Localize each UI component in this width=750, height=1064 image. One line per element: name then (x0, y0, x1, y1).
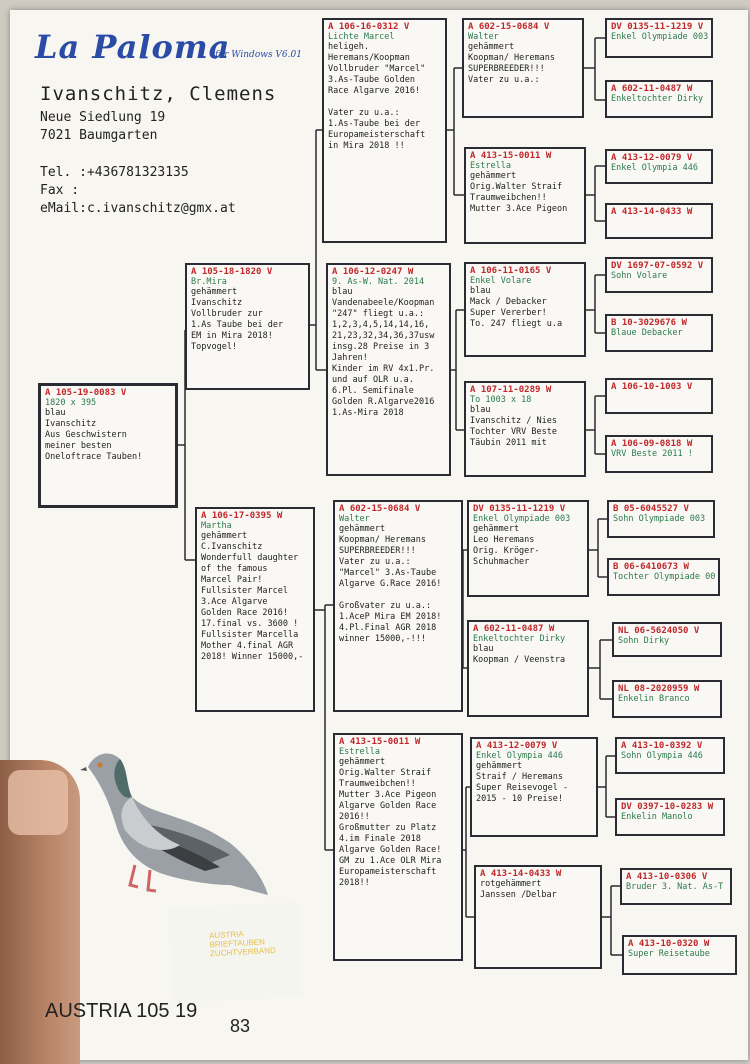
pigeon-title: Tochter Olympiade 00 (613, 572, 716, 582)
ring-card-text: AUSTRIA BRIEFTAUBEN ZUCHTVERBAND (208, 929, 276, 959)
pigeon-gen4-6 (605, 314, 713, 352)
owner-tel: Tel. :+436781323135 (40, 165, 189, 180)
pigeon-title: Sohn Olympia 446 (621, 751, 703, 761)
pigeon-description: gehämmert Orig.Walter Straif Traumweibchen!! Mutter 3.Ace Pigeon Algarve Golden Race 2016!! Großmutter zu Platz 4.im Finale 2018 Algarve Golden Race! GM zu 1.Ace OLR Mira Europameisterschaft 2018!! (339, 757, 442, 888)
pigeon-title: Enkel Olympiade 003 (473, 514, 571, 524)
pigeon-title: Lichte Marcel (328, 32, 395, 42)
ring-number: A 107-11-0289 W (470, 385, 552, 395)
owner-street: Neue Siedlung 19 (40, 110, 166, 125)
pigeon-title: Enkelin Manolo (621, 812, 693, 822)
pigeon-sire-sire (322, 18, 447, 243)
owner-city: 7021 Baumgarten (40, 128, 158, 143)
pigeon-description: gehämmert Koopman/ Heremans SUPERBREEDER!!! Vater zu u.a.: (468, 42, 555, 85)
ring-number: A 413-12-0079 V (476, 741, 558, 751)
pigeon-gen4-16 (622, 935, 737, 975)
ring-number: A 105-19-0083 V (45, 388, 127, 398)
pigeon-title: 9. As-W. Nat. 2014 (332, 277, 425, 287)
pigeon-description: blau Ivanschitz / Nies Tochter VRV Beste Täubin 2011 mit (470, 405, 557, 448)
logo-version: für Windows V6.01 (215, 50, 302, 60)
ring-number: A 413-10-0306 V (626, 872, 708, 882)
pigeon-title: 1820 x 395 (45, 398, 97, 408)
ring-number: A 413-14-0433 W (611, 207, 693, 217)
pigeon-dam-sire (333, 500, 463, 712)
ring-card (168, 902, 303, 1004)
pigeon-gen4-15 (620, 868, 732, 905)
pigeon-title: Estrella (470, 161, 511, 171)
pigeon-sire (185, 263, 310, 390)
pigeon-title: Enkel Olympia 446 (611, 163, 698, 173)
pigeon-description: gehämmert Ivanschitz Vollbruder zur 1.As Taube bei der EM in Mira 2018! Topvogel! (191, 287, 284, 352)
pigeon-title: Sohn Dirky (618, 636, 670, 646)
ring-number: A 602-11-0487 W (611, 84, 693, 94)
pigeon-dd-dam (474, 865, 602, 969)
pigeon-description: blau Vandenabeele/Koopman "247" fliegt u.a.: 1,2,3,4,5,14,14,16, 21,23,32,34,36,37usw insg.28 Preise in 3 Jahren! Kinder im RV 4x1.Pr. und auf OLR u.a. 6.Pl. Semifinale Golden R.Algarve2016 1.As-Mira 2018 (332, 287, 435, 418)
ring-number: A 413-10-0392 V (621, 741, 703, 751)
ring-number: A 106-12-0247 W (332, 267, 414, 277)
pigeon-main (38, 383, 178, 508)
ring-number: A 106-09-0818 W (611, 439, 693, 449)
pigeon-description: blau Koopman / Veenstra (473, 644, 566, 665)
pigeon-title: Bruder 3. Nat. As-T (626, 882, 724, 892)
pigeon-gen4-12 (612, 680, 722, 718)
pigeon-title: Sohn Volare (611, 271, 668, 281)
ring-number: A 106-16-0312 V (328, 22, 410, 32)
pigeon-description: heligeh. Heremans/Koopman Vollbruder "Marcel" 3.As-Taube Golden Race Algarve 2016! Vater zu u.a.: 1.As-Taube bei der Europameisterschaft in Mira 2018 !! (328, 42, 426, 151)
ring-number: B 10-3029676 W (611, 318, 687, 328)
ring-number: NL 06-5624050 V (618, 626, 700, 636)
owner-email: eMail:c.ivanschitz@gmx.at (40, 201, 236, 216)
pigeon-title: Enkeltochter Dirky (473, 634, 566, 644)
ring-number: A 602-15-0684 V (468, 22, 550, 32)
pigeon-dam-dam (333, 733, 463, 961)
pigeon-sire-dam (326, 263, 451, 476)
ring-number: A 106-17-0395 W (201, 511, 283, 521)
pigeon-gen4-1 (605, 18, 713, 58)
pigeon-ss-dam (464, 147, 586, 244)
ring-number: B 06-6410673 W (613, 562, 689, 572)
ring-number: A 413-15-0011 W (470, 151, 552, 161)
ring-number: NL 08-2020959 W (618, 684, 700, 694)
pigeon-illustration (80, 745, 270, 900)
pigeon-gen4-2 (605, 80, 713, 118)
pigeon-title: Enkel Volare (470, 276, 532, 286)
pigeon-ds-dam (467, 620, 589, 717)
pigeon-gen4-5 (605, 257, 713, 293)
pigeon-title: Enkeltochter Dirky (611, 94, 704, 104)
pigeon-gen4-11 (612, 622, 722, 657)
pigeon-description: gehämmert Orig.Walter Straif Traumweibchen!! Mutter 3.Ace Pigeon (470, 171, 568, 214)
ring-number: A 413-14-0433 W (480, 869, 562, 879)
pigeon-description: gehämmert Koopman/ Heremans SUPERBREEDER!!! Vater zu u.a.: "Marcel" 3.As-Taube Algarve G.Race 2016! Großvater zu u.a.: 1.AceP Mira EM 2018! 4.Pl.Final AGR 2018 winner 15000,-!!! (339, 524, 442, 644)
la-paloma-logo: La Paloma (35, 28, 231, 66)
pigeon-ds-sire (467, 500, 589, 597)
thumb-nail (8, 770, 68, 835)
pigeon-gen4-14 (615, 798, 725, 836)
ring-number: A 106-11-0165 V (470, 266, 552, 276)
pigeon-gen4-7 (605, 378, 713, 414)
pigeon-sd-dam (464, 381, 586, 477)
ring-number: DV 0135-11-1219 V (473, 504, 566, 514)
pigeon-title: Sohn Olympiade 003 (613, 514, 706, 524)
pigeon-dam (195, 507, 315, 712)
pigeon-title: Estrella (339, 747, 380, 757)
ring-number: A 105-18-1820 V (191, 267, 273, 277)
owner-fax: Fax : (40, 183, 80, 198)
ring-number: A 602-11-0487 W (473, 624, 555, 634)
pigeon-description: blau Mack / Debacker Super Vererber! To. 247 fliegt u.a (470, 286, 563, 329)
pigeon-description: gehämmert Leo Heremans Orig. Kröger- Schuhmacher (473, 524, 540, 567)
pigeon-description: rotgehämmert Janssen /Delbar (480, 879, 557, 900)
pigeon-title: Walter (339, 514, 370, 524)
pigeon-gen4-13 (615, 737, 725, 774)
pigeon-description: gehämmert C.Ivanschitz Wonderfull daughter of the famous Marcel Pair! Fullsister Marcel 3.Ace Algarve Golden Race 2016! 17.final vs. 3600 ! Fullsister Marcella Mother 4.final AGR 2018! Winner 15000,- (201, 531, 304, 662)
pigeon-gen4-4 (605, 203, 713, 239)
owner-name: Ivanschitz, Clemens (40, 83, 277, 105)
pigeon-ss-sire (462, 18, 584, 118)
pigeon-sd-sire (464, 262, 586, 357)
pigeon-gen4-3 (605, 149, 713, 184)
pigeon-title: Enkelin Branco (618, 694, 690, 704)
pigeon-title: Enkel Olympiade 003 (611, 32, 709, 42)
pigeon-title: VRV Beste 2011 ! (611, 449, 693, 459)
ring-number: A 413-15-0011 W (339, 737, 421, 747)
pigeon-title: To 1003 x 18 (470, 395, 532, 405)
stamp-country-ring: AUSTRIA 105 19 (45, 1000, 198, 1022)
ring-number: B 05-6045527 V (613, 504, 689, 514)
pigeon-description: blau Ivanschitz Aus Geschwistern meiner besten Oneloftrace Tauben! (45, 408, 143, 462)
ring-number: DV 1697-07-0592 V (611, 261, 704, 271)
pigeon-gen4-8 (605, 435, 713, 473)
ring-number: A 413-10-0320 W (628, 939, 710, 949)
ring-number: DV 0135-11-1219 V (611, 22, 704, 32)
pigeon-dd-sire (470, 737, 598, 837)
pigeon-title: Blaue Debacker (611, 328, 683, 338)
pigeon-title: Walter (468, 32, 499, 42)
ring-number: DV 0397-10-0283 W (621, 802, 714, 812)
pigeon-title: Br.Mira (191, 277, 227, 287)
pigeon-gen4-9 (607, 500, 715, 538)
pigeon-gen4-10 (607, 558, 720, 596)
pigeon-description: gehämmert Straif / Heremans Super Reisevogel - 2015 - 10 Preise! (476, 761, 569, 804)
pigeon-title: Super Reisetaube (628, 949, 710, 959)
pigeon-title: Martha (201, 521, 232, 531)
ring-number: A 602-15-0684 V (339, 504, 421, 514)
ring-number: A 106-10-1003 V (611, 382, 693, 392)
ring-number: A 413-12-0079 V (611, 153, 693, 163)
pigeon-title: Enkel Olympia 446 (476, 751, 563, 761)
stamp-number: 83 (230, 1016, 251, 1036)
